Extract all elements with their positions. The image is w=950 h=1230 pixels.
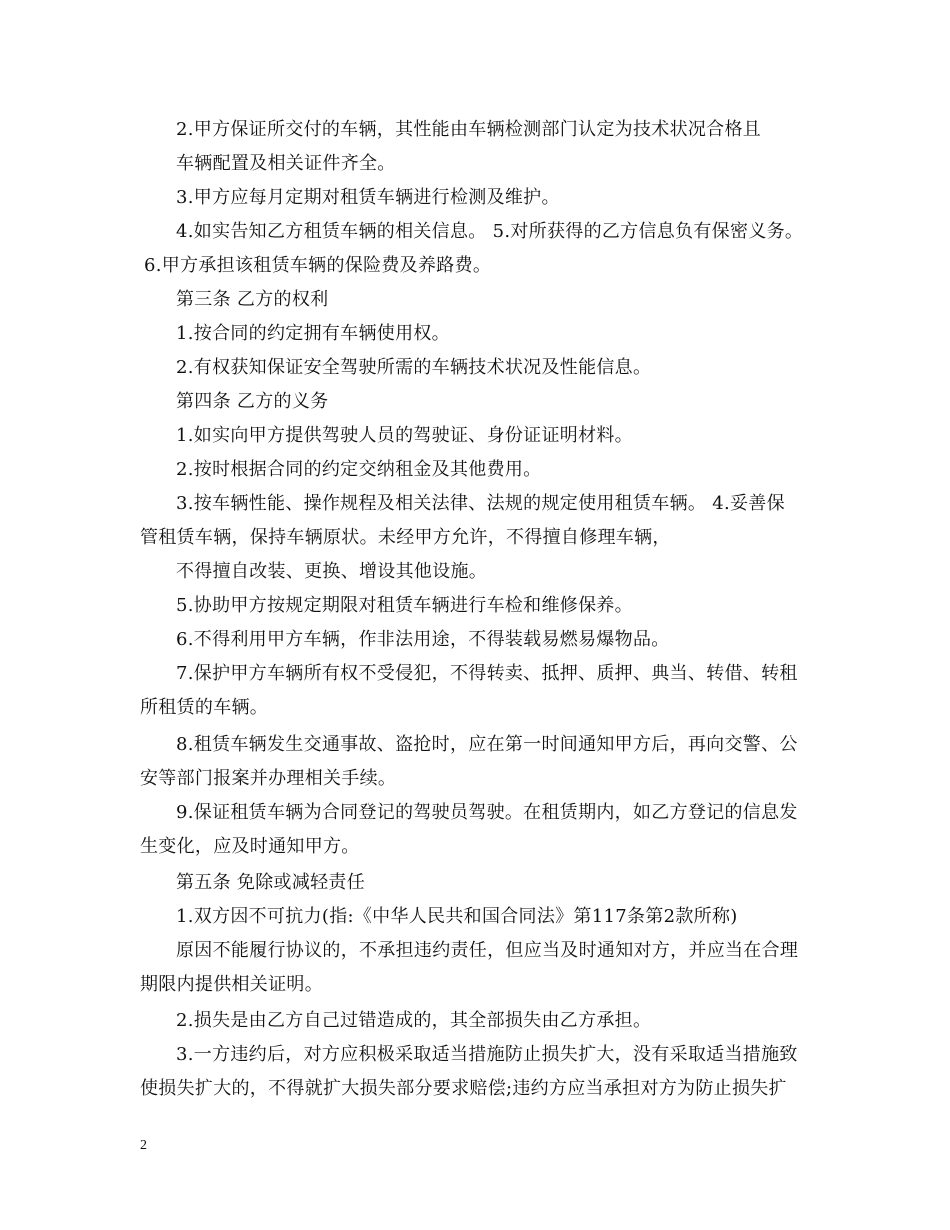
text-line: 生变化，应及时通知甲方。 (140, 836, 360, 857)
page-number: 2 (140, 1138, 147, 1153)
text-line: 车辆配置及相关证件齐全。 (176, 153, 396, 174)
section-heading: 第四条 乙方的义务 (176, 391, 329, 412)
text-line: 5.协助甲方按规定期限对租赁车辆进行车检和维修保养。 (176, 595, 633, 616)
text-line: 2.甲方保证所交付的车辆，其性能由车辆检测部门认定为技术状况合格且 (176, 119, 762, 140)
text-line: 2.按时根据合同的约定交纳租金及其他费用。 (176, 459, 542, 480)
section-heading: 第五条 免除或减轻责任 (176, 872, 366, 893)
text-line: 1.双方因不可抗力(指:《中华人民共和国合同法》第117条第2款所称) (176, 906, 738, 927)
text-line: 7.保护甲方车辆所有权不受侵犯，不得转卖、抵押、质押、典当、转借、转租 (176, 663, 798, 684)
text-line: 不得擅自改装、更换、增设其他设施。 (176, 561, 488, 582)
text-line: 使损失扩大的，不得就扩大损失部分要求赔偿;违约方应当承担对方为防止损失扩 (140, 1078, 787, 1099)
text-line: 所租赁的车辆。 (140, 697, 269, 718)
text-line: 6.不得利用甲方车辆，作非法用途，不得装载易燃易爆物品。 (176, 629, 670, 650)
text-line: 6.甲方承担该租赁车辆的保险费及养路费。 (144, 255, 492, 276)
text-line: 3.按车辆性能、操作规程及相关法律、法规的规定使用租赁车辆。 4.妥善保 (176, 493, 785, 514)
text-line: 8.租赁车辆发生交通事故、盗抢时，应在第一时间通知甲方后，再向交警、公 (176, 734, 798, 755)
text-line: 3.一方违约后，对方应积极采取适当措施防止损失扩大，没有采取适当措施致 (176, 1044, 798, 1065)
section-heading: 第三条 乙方的权利 (176, 289, 329, 310)
text-line: 2.损失是由乙方自己过错造成的，其全部损失由乙方承担。 (176, 1010, 652, 1031)
text-line: 1.按合同的约定拥有车辆使用权。 (176, 323, 450, 344)
text-line: 管租赁车辆，保持车辆原状。未经甲方允许，不得擅自修理车辆， (140, 527, 671, 548)
text-line: 3.甲方应每月定期对租赁车辆进行检测及维护。 (176, 187, 560, 208)
text-line: 期限内提供相关证明。 (140, 974, 323, 995)
text-line: 1.如实向甲方提供驾驶人员的驾驶证、身份证证明材料。 (176, 425, 633, 446)
text-line: 2.有权获知保证安全驾驶所需的车辆技术状况及性能信息。 (176, 357, 652, 378)
text-line: 9.保证租赁车辆为合同登记的驾驶员驾驶。在租赁期内，如乙方登记的信息发 (176, 802, 798, 823)
text-line: 安等部门报案并办理相关手续。 (140, 768, 397, 789)
text-line: 4.如实告知乙方租赁车辆的相关信息。 5.对所获得的乙方信息负有保密义务。 (176, 221, 804, 242)
text-line: 原因不能履行协议的，不承担违约责任，但应当及时通知对方，并应当在合理 (176, 940, 799, 961)
